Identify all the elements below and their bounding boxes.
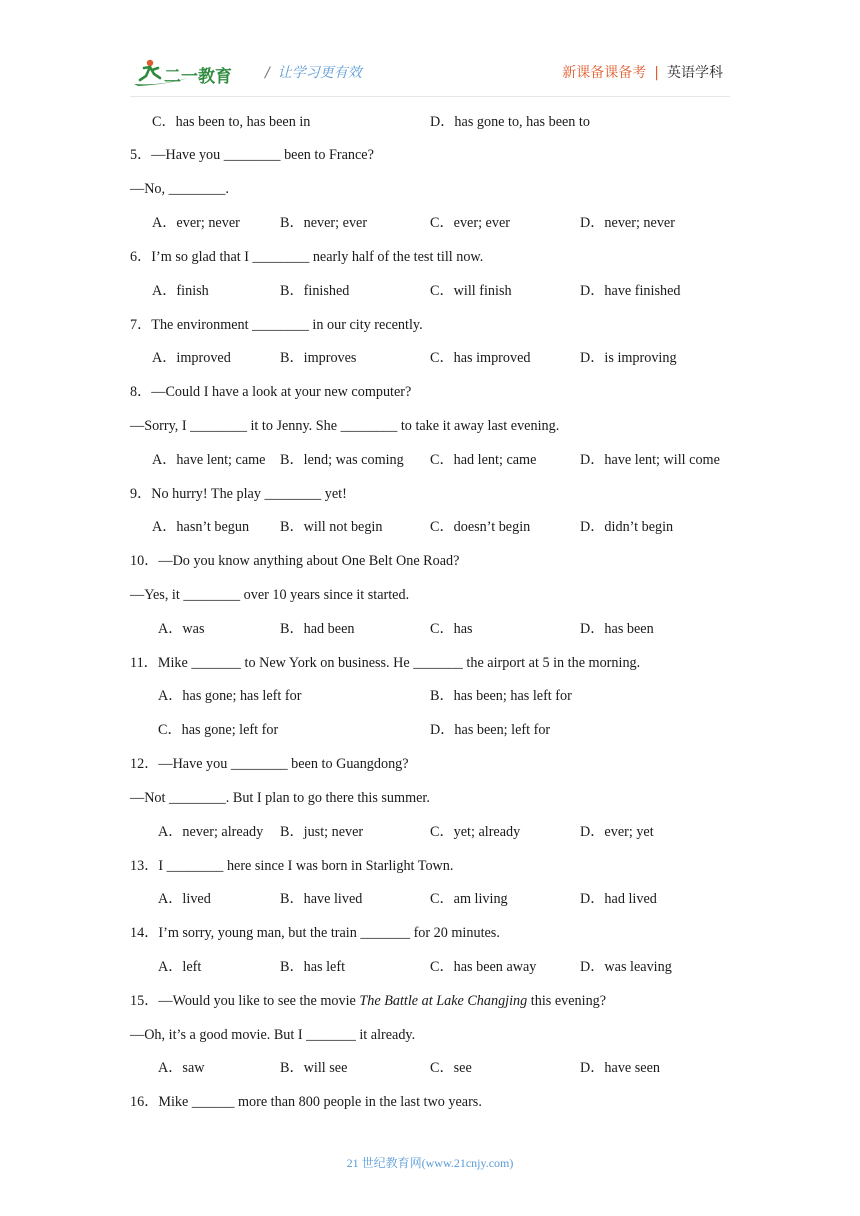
- answer-option: B．has been; has left for: [430, 688, 572, 704]
- logo-text: 二一教育: [164, 67, 232, 87]
- answer-option: C．will finish: [430, 283, 512, 299]
- answer-option: A．left: [158, 959, 202, 975]
- answer-option: B．lend; was coming: [280, 452, 404, 468]
- answer-option: C．see: [430, 1060, 472, 1076]
- answer-option: C．yet; already: [430, 824, 521, 840]
- answer-option: B．has left: [280, 959, 346, 975]
- answer-option: B．improves: [280, 350, 357, 366]
- answer-option: D．have finished: [580, 283, 681, 299]
- question-text: 8．—Could I have a look at your new computer?: [130, 384, 412, 400]
- answer-option: D．didn’t begin: [580, 519, 674, 535]
- answer-option: A．have lent; came: [152, 452, 266, 468]
- answer-option: C．has been to, has been in: [152, 114, 311, 130]
- answer-option: D．has gone to, has been to: [430, 114, 590, 130]
- page-header: [130, 52, 730, 92]
- question-text: 10．—Do you know anything about One Belt One Road?: [130, 553, 460, 569]
- answer-option: D．was leaving: [580, 959, 672, 975]
- answer-option: A．saw: [158, 1060, 205, 1076]
- question-text: 14．I’m sorry, young man, but the train _______ for 20 minutes.: [130, 925, 500, 941]
- answer-option: B．have lived: [280, 891, 363, 907]
- answer-option: A．has gone; has left for: [158, 688, 302, 704]
- answer-option: B．will see: [280, 1060, 348, 1076]
- question-text: —Oh, it’s a good movie. But I _______ it already.: [130, 1027, 416, 1043]
- answer-option: B．had been: [280, 621, 355, 637]
- question-text: 16．Mike ______ more than 800 people in the last two years.: [130, 1094, 482, 1110]
- page-footer: 21 世纪教育网(www.21cnjy.com): [346, 1156, 514, 1170]
- answer-option: D．have seen: [580, 1060, 660, 1076]
- question-text: 9．No hurry! The play ________ yet!: [130, 486, 347, 502]
- answer-option: C．has been away: [430, 959, 537, 975]
- answer-option: D．has been; left for: [430, 722, 551, 738]
- logo-icon: [130, 56, 240, 90]
- answer-option: A．never; already: [158, 824, 264, 840]
- question-text: —Sorry, I ________ it to Jenny. She ________ to take it away last evening.: [130, 418, 560, 434]
- question-text: 6．I’m so glad that I ________ nearly half of the test till now.: [130, 249, 484, 265]
- answer-option: B．never; ever: [280, 215, 368, 231]
- answer-option: C．doesn’t begin: [430, 519, 531, 535]
- question-text: 5．—Have you ________ been to France?: [130, 147, 374, 163]
- question-text: 13．I ________ here since I was born in Starlight Town.: [130, 858, 454, 874]
- answer-option: C．has improved: [430, 350, 531, 366]
- answer-option: C．ever; ever: [430, 215, 510, 231]
- answer-option: C．has: [430, 621, 473, 637]
- header-subject: 新课备课备考 | 英语学科: [562, 65, 723, 81]
- question-text: 15．—Would you like to see the movie The Battle at Lake Changjing this evening?: [130, 993, 607, 1009]
- answer-option: D．has been: [580, 621, 654, 637]
- answer-option: C．has gone; left for: [158, 722, 279, 738]
- answer-option: D．ever; yet: [580, 824, 654, 840]
- answer-option: A．improved: [152, 350, 231, 366]
- question-text: 11．Mike _______ to New York on business. He _______ the airport at 5 in the morning.: [130, 655, 641, 671]
- slogan: / 让学习更有效: [265, 65, 362, 81]
- answer-option: B．just; never: [280, 824, 364, 840]
- answer-option: D．never; never: [580, 215, 675, 231]
- question-text: —Not ________. But I plan to go there this summer.: [130, 790, 430, 806]
- answer-option: C．had lent; came: [430, 452, 537, 468]
- answer-option: C．am living: [430, 891, 508, 907]
- answer-option: D．have lent; will come: [580, 452, 720, 468]
- question-text: —Yes, it ________ over 10 years since it started.: [130, 587, 410, 603]
- header-divider: [130, 96, 730, 97]
- answer-option: A．lived: [158, 891, 211, 907]
- answer-option: D．is improving: [580, 350, 677, 366]
- answer-option: D．had lived: [580, 891, 657, 907]
- answer-option: A．was: [158, 621, 205, 637]
- question-text: —No, ________.: [130, 181, 229, 197]
- question-text: 7．The environment ________ in our city recently.: [130, 317, 423, 333]
- question-text: 12．—Have you ________ been to Guangdong?: [130, 756, 409, 772]
- answer-option: B．will not begin: [280, 519, 383, 535]
- movie-title: The Battle at Lake Changjing: [359, 993, 528, 1009]
- answer-option: B．finished: [280, 283, 350, 299]
- answer-option: A．finish: [152, 283, 209, 299]
- answer-option: A．ever; never: [152, 215, 240, 231]
- answer-option: A．hasn’t begun: [152, 519, 250, 535]
